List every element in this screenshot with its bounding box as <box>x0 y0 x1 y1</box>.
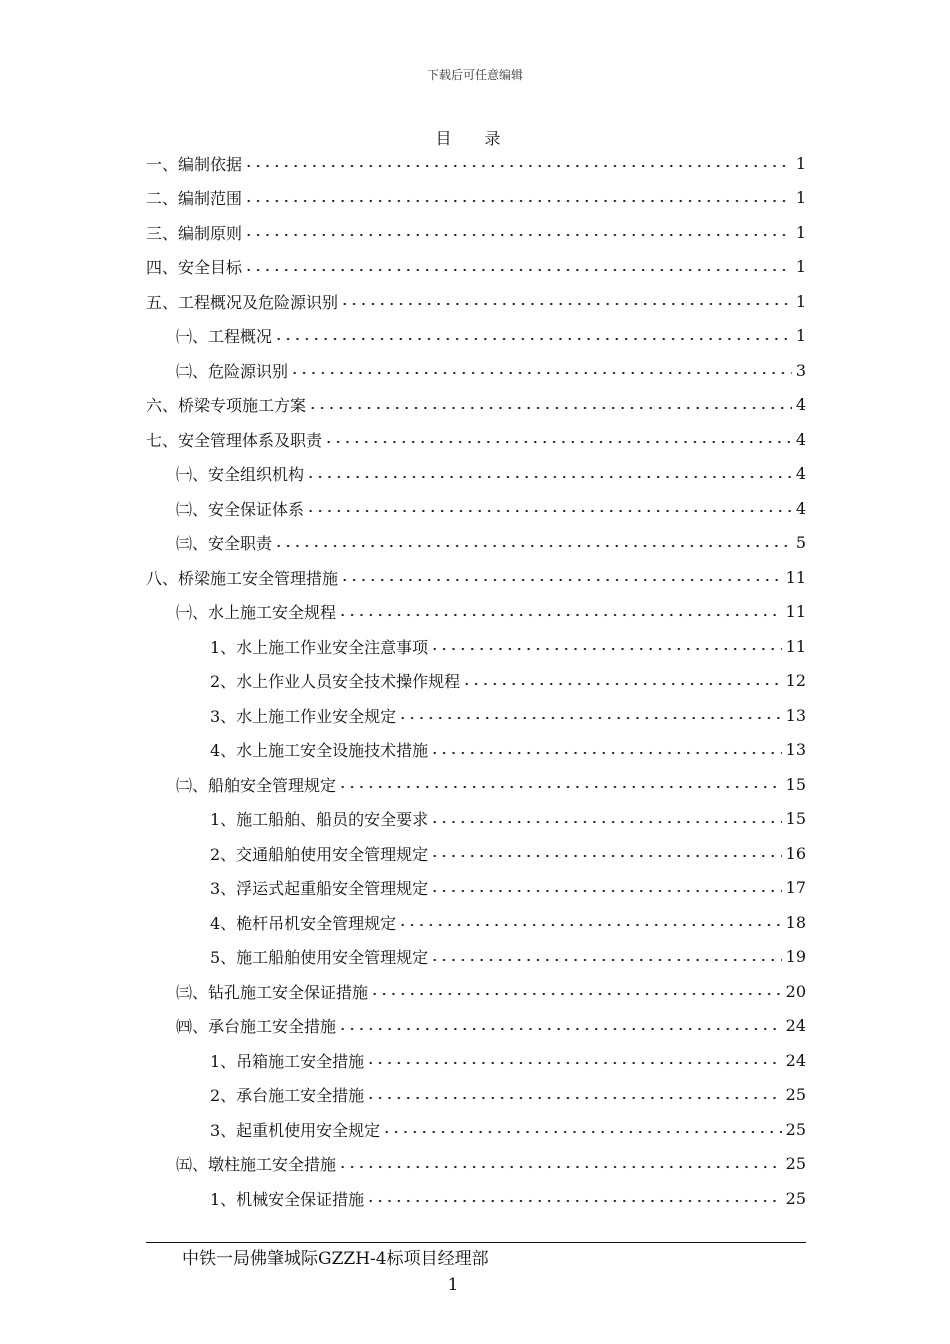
toc-entry-label: ㈠、工程概况 <box>176 327 273 346</box>
toc-entry[interactable] <box>176 491 806 525</box>
toc-entry-label: ㈡、安全保证体系 <box>176 499 305 519</box>
dot-leader <box>430 957 781 963</box>
toc-entry-page: 12 <box>785 671 806 690</box>
toc-entry[interactable] <box>210 698 806 732</box>
dot-leader <box>324 439 792 445</box>
toc-title: 目 录 <box>435 129 515 148</box>
dot-leader <box>370 991 782 997</box>
header-note: 下载后可任意编辑 <box>426 68 523 82</box>
toc-entry-label: 七、安全管理体系及职责 <box>146 430 323 450</box>
toc-entry-label: ㈣、承台施工安全措施 <box>176 1017 337 1036</box>
toc-entry-page: 11 <box>785 567 806 587</box>
toc-entry[interactable] <box>210 1181 806 1215</box>
toc-entry-page: 16 <box>785 843 806 863</box>
toc-entry[interactable] <box>176 1009 806 1043</box>
dot-leader <box>398 715 781 721</box>
toc-entry-label: 六、桥梁专项施工方案 <box>146 396 307 415</box>
toc-entry[interactable] <box>176 974 806 1008</box>
dot-leader <box>340 301 792 307</box>
toc-entry-page: 4 <box>795 395 806 414</box>
toc-entry-label: 1、水上施工作业安全注意事项 <box>210 637 429 657</box>
page-number: 1 <box>447 1275 459 1295</box>
toc-entry[interactable] <box>210 1078 806 1112</box>
toc-entry-label: ㈠、水上施工安全规程 <box>176 603 337 622</box>
toc-entry-label: 二、编制范围 <box>146 189 243 208</box>
toc-entry-label: 四、安全目标 <box>146 258 243 277</box>
toc-entry-page: 25 <box>785 1188 806 1208</box>
toc-entry-page: 11 <box>785 602 806 621</box>
dot-leader <box>366 1198 781 1204</box>
toc-entry-page: 15 <box>785 809 806 828</box>
toc-entry[interactable] <box>210 629 806 663</box>
dot-leader <box>274 543 792 549</box>
toc-entry-label: 3、水上施工作业安全规定 <box>210 706 397 726</box>
dot-leader <box>366 1095 781 1101</box>
toc-entry[interactable] <box>176 767 806 801</box>
toc-entry-page: 15 <box>785 774 806 794</box>
toc-entry[interactable] <box>146 560 806 594</box>
toc-entry-page: 24 <box>785 1050 806 1070</box>
dot-leader <box>338 784 782 790</box>
toc-entry-label: 1、机械安全保证措施 <box>210 1189 365 1209</box>
dot-leader <box>430 819 781 825</box>
dot-leader <box>398 922 781 928</box>
toc-entry-label: 2、交通船舶使用安全管理规定 <box>210 844 429 864</box>
dot-leader <box>274 336 792 342</box>
toc-entry-page: 4 <box>795 498 806 518</box>
toc-entry-page: 11 <box>785 636 806 656</box>
toc-entry[interactable] <box>176 526 806 560</box>
toc-entry-label: 4、水上施工安全设施技术措施 <box>210 741 429 760</box>
toc-entry[interactable] <box>210 940 806 974</box>
toc-entry-page: 25 <box>785 1119 806 1139</box>
toc-entry-page: 1 <box>795 326 806 345</box>
dot-leader <box>430 646 781 652</box>
toc-entry[interactable] <box>146 284 806 318</box>
toc-entry-page: 1 <box>795 291 806 311</box>
toc-entry[interactable] <box>210 836 806 870</box>
dot-leader <box>244 232 792 238</box>
footer-divider <box>146 1242 806 1243</box>
dot-leader <box>244 163 792 169</box>
toc-entry-label: 4、桅杆吊机安全管理规定 <box>210 913 397 933</box>
toc-entry[interactable] <box>210 664 806 698</box>
toc-entry-page: 13 <box>785 705 806 725</box>
toc-entry-page: 18 <box>785 912 806 932</box>
toc-entry[interactable] <box>176 595 806 629</box>
dot-leader <box>244 198 792 204</box>
toc-entry-label: ㈢、钻孔施工安全保证措施 <box>176 982 369 1002</box>
toc-entry-label: ㈡、船舶安全管理规定 <box>176 775 337 795</box>
toc-entry-label: ㈠、安全组织机构 <box>176 465 305 484</box>
toc-entry-label: ㈢、安全职责 <box>176 534 273 553</box>
dot-leader <box>430 750 781 756</box>
toc-entry-page: 4 <box>795 429 806 449</box>
toc-entry-label: 2、水上作业人员安全技术操作规程 <box>210 672 461 691</box>
toc-entry-label: 三、编制原则 <box>146 223 243 243</box>
toc-entry[interactable] <box>176 457 806 491</box>
dot-leader <box>338 612 782 618</box>
dot-leader <box>338 1164 782 1170</box>
toc-entry-label: 3、起重机使用安全规定 <box>210 1120 381 1140</box>
toc-entry-label: 1、施工船舶、船员的安全要求 <box>210 810 429 829</box>
toc-entry-label: ㈡、危险源识别 <box>176 361 289 381</box>
dot-leader <box>308 405 792 411</box>
dot-leader <box>338 1026 782 1032</box>
dot-leader <box>244 267 792 273</box>
toc-entry-page: 24 <box>785 1016 806 1035</box>
toc-entry-page: 17 <box>785 878 806 897</box>
dot-leader <box>366 1060 781 1066</box>
dot-leader <box>290 370 792 376</box>
dot-leader <box>340 577 782 583</box>
toc-entry[interactable] <box>176 319 806 353</box>
dot-leader <box>306 474 792 480</box>
dot-leader <box>462 681 781 687</box>
toc-entry-page: 1 <box>795 257 806 276</box>
toc-entry-label: 八、桥梁施工安全管理措施 <box>146 568 339 588</box>
toc-entry[interactable] <box>210 733 806 767</box>
toc-entry[interactable] <box>176 1147 806 1181</box>
toc-entry[interactable] <box>210 802 806 836</box>
toc-entry-page: 3 <box>795 360 806 380</box>
toc-entry-page: 19 <box>785 947 806 966</box>
toc-entry[interactable] <box>146 250 806 284</box>
dot-leader <box>382 1129 781 1135</box>
toc-entry-label: 5、施工船舶使用安全管理规定 <box>210 948 429 967</box>
toc-entry-page: 20 <box>785 981 806 1001</box>
toc-entry-page: 5 <box>795 533 806 552</box>
toc-entry-label: 3、浮运式起重船安全管理规定 <box>210 879 429 898</box>
toc-entry-label: 2、承台施工安全措施 <box>210 1086 365 1105</box>
toc-entry-label: 1、吊箱施工安全措施 <box>210 1051 365 1071</box>
toc-entry-label: 一、编制依据 <box>146 154 243 174</box>
toc-entry-page: 25 <box>785 1085 806 1104</box>
toc-entry[interactable] <box>146 388 806 422</box>
toc-entry-label: 五、工程概况及危险源识别 <box>146 292 339 312</box>
toc-entry-page: 1 <box>795 188 806 207</box>
toc-entry[interactable] <box>146 422 806 456</box>
toc-entry[interactable] <box>210 1043 806 1077</box>
toc-entry[interactable] <box>146 181 806 215</box>
dot-leader <box>430 853 781 859</box>
footer-text: 中铁一局佛肇城际GZZH-4标项目经理部 <box>182 1249 489 1269</box>
toc-entry[interactable] <box>210 905 806 939</box>
toc-entry[interactable] <box>210 1112 806 1146</box>
toc-entry-page: 25 <box>785 1154 806 1173</box>
toc-entry-page: 4 <box>795 464 806 483</box>
dot-leader <box>430 888 781 894</box>
toc-entry-label: ㈤、墩柱施工安全措施 <box>176 1155 337 1174</box>
toc-entry-page: 13 <box>785 740 806 759</box>
toc-entry-page: 1 <box>795 153 806 173</box>
toc-entry[interactable] <box>146 215 806 249</box>
toc-entry[interactable] <box>210 871 806 905</box>
dot-leader <box>306 508 792 514</box>
toc-entry[interactable] <box>176 353 806 387</box>
toc-entry[interactable] <box>146 146 806 180</box>
toc-entry-page: 1 <box>795 222 806 242</box>
